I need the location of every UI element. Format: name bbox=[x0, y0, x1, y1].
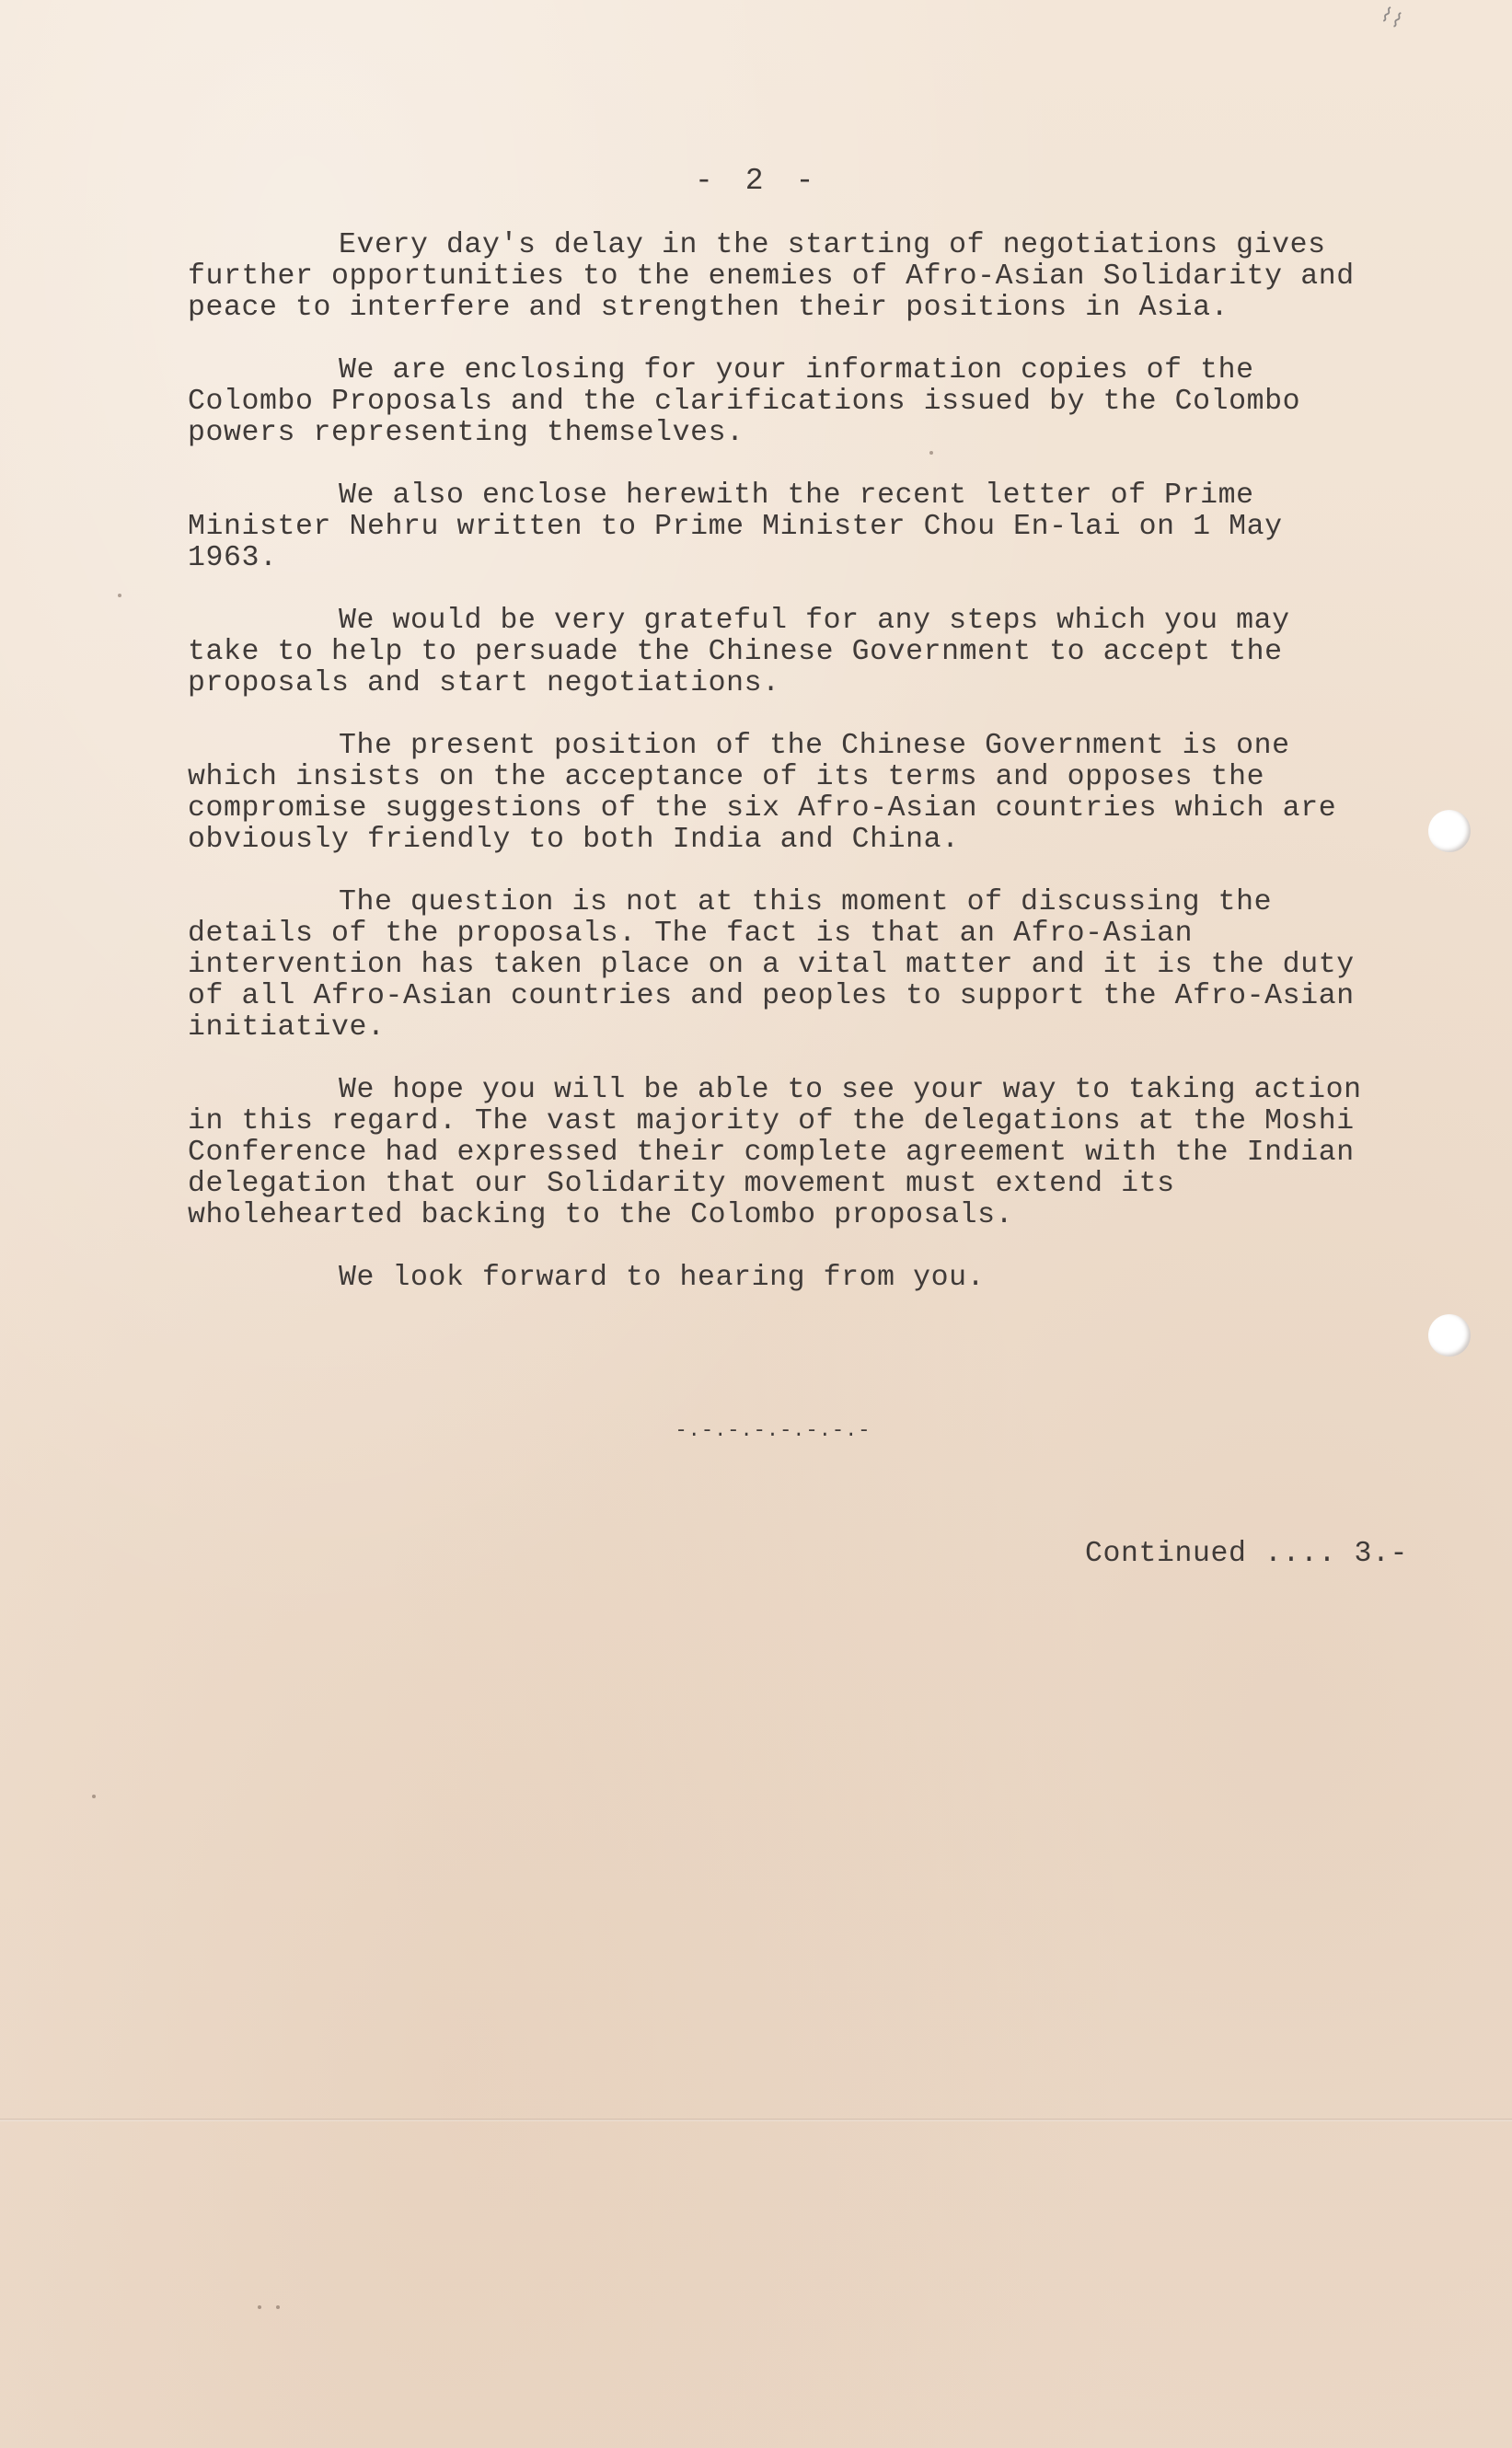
paragraph-3: We also enclose herewith the recent letter of Prime Minister Nehru written to Prime Minister Chou En-lai on 1 May 1963. bbox=[188, 479, 1283, 574]
continued-note: Continued .... 3.- bbox=[1084, 1538, 1408, 1570]
paragraph-8: We look forward to hearing from you. bbox=[339, 1262, 986, 1294]
paper-speck bbox=[276, 2305, 280, 2309]
punch-hole-upper bbox=[1428, 810, 1471, 852]
paragraph-5: The present position of the Chinese Government is one which insists on the acceptance of its terms and opposes the compromise suggestions of the six Afro-Asian countries which are obviously friendly to both India and China. bbox=[188, 730, 1337, 856]
corner-staple-mark: ⌇⌇ bbox=[1376, 3, 1408, 35]
paragraph-1: Every day's delay in the starting of negotiations gives further opportunities to the enemies of Afro-Asian Solidarity and peace to interfere and strengthen their positions in Asia. bbox=[188, 229, 1355, 324]
paragraph-4: We would be very grateful for any steps which you may take to help to persuade the Chinese Government to accept the proposals and start negotiations. bbox=[188, 605, 1290, 699]
paper-speck bbox=[118, 594, 121, 597]
paragraph-7: We hope you will be able to see your way to taking action in this regard. The vast majority of the delegations at the Moshi Conference had expressed their complete agreement with the Indian delegation that our Solidarity movement must extend its wholehearted backing to the Colombo proposals. bbox=[188, 1074, 1362, 1231]
paper-fold-line bbox=[0, 2119, 1512, 2121]
letter-body bbox=[188, 230, 1375, 1325]
paragraph-2: We are enclosing for your information copies of the Colombo Proposals and the clarifications issued by the Colombo powers representing themselves. bbox=[188, 354, 1301, 449]
paper-speck bbox=[92, 1795, 96, 1798]
paper-speck bbox=[258, 2305, 261, 2309]
page-number: - 2 - bbox=[694, 164, 815, 198]
section-divider: -.-.-.-.-.-.-.- bbox=[675, 1419, 871, 1442]
paragraph-6: The question is not at this moment of discussing the details of the proposals. The fact is that an Afro-Asian intervention has taken place on a vital matter and it is the duty of all Afro-Asian countries and peoples to support the Afro-Asian initiative. bbox=[188, 886, 1355, 1044]
paper-speck bbox=[929, 451, 933, 455]
punch-hole-lower bbox=[1428, 1314, 1471, 1357]
